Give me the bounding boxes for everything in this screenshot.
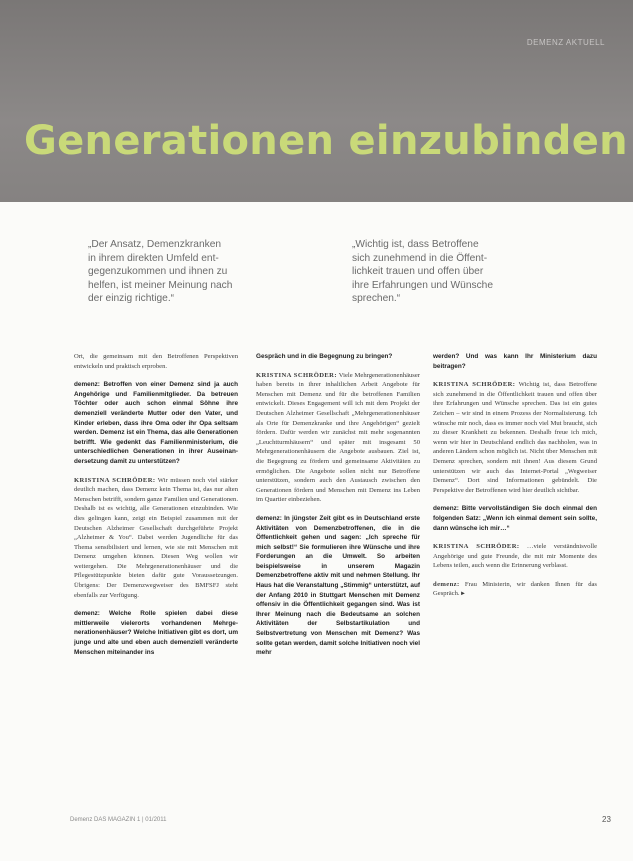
interview-answer: KRISTINA SCHRÖDER: Wir müssen noch viel stärker deutlich machen, dass Demenz kein Thema ist, das nur alten Menschen betrifft, sondern ganze Familien und Generationen. Deshalb ist es wichtig, alle Generationen einzubinden. Wie dies gelingen kann, zeigt ein Beispiel zusammen mit der Deutschen Alzheimer Gesellschaft durchgeführte Projekt „Alzheimer & You“. Dabei werden Jugendliche für das Thema sensibilisiert und lernen, wie sie mit Menschen mit Demenz umgehen können. Diesen Weg wollen wir weitergehen. Die Mehrgenerationenhäuser und die Pflegestützpunkte bieten dafür gute Voraussetzungen. Übrigens: Der Demenzwegweiser des BMFSFJ steht ebenfalls zur Verfügung. bbox=[74, 476, 238, 599]
banner-photo-shade bbox=[0, 0, 633, 202]
quote-line: gegenzukommen und ihnen zu bbox=[88, 266, 228, 278]
article-column-3 bbox=[433, 352, 597, 608]
end-mark-icon: ▸ bbox=[461, 590, 465, 598]
quote-line: sprechen.“ bbox=[352, 293, 401, 305]
quote-line: sich zunehmend in die Öffent- bbox=[352, 252, 488, 264]
header-banner bbox=[0, 0, 633, 202]
quote-line: ihre Erfahrungen und Wünsche bbox=[352, 279, 494, 291]
interview-question: Gespräch und in die Begegnung zu bringen? bbox=[256, 353, 393, 360]
page-number: 23 bbox=[602, 815, 611, 824]
interview-question: demenz: Welche Rolle spielen dabei diese mittlerweile vielerorts vorhandenen Mehrgenerationenhäuser? Welche Initiativen gibt es dort, um junge und alte und eben auch demenziell veränderte Menschen miteinander ins bbox=[74, 610, 238, 656]
footer-publication: Demenz DAS MAGAZIN 1 | 01/2011 bbox=[70, 817, 167, 823]
interview-answer: demenz: Frau Ministerin, wir danken Ihnen für das Gespräch. ▸ bbox=[433, 580, 597, 598]
article-column-2 bbox=[256, 352, 420, 667]
quote-line: „Der Ansatz, Demenzkranken bbox=[88, 239, 222, 250]
speaker-name: KRISTINA SCHRÖDER: bbox=[433, 543, 520, 551]
quote-line: lichkeit trauen und offen über bbox=[352, 266, 484, 278]
section-label: DEMENZ AKTUELL bbox=[526, 38, 605, 47]
pull-quote-left bbox=[88, 238, 288, 306]
speaker-name: KRISTINA SCHRÖDER: bbox=[74, 476, 156, 484]
interview-answer: KRISTINA SCHRÖDER: Wichtig ist, dass Betroffene sich zunehmend in die Öffentlichkeit trauen und offen über ihre Erfahrungen und Wünsche sprechen. Das ist ein gutes Zeichen – wir sind in einem Prozess der Normalisierung. Ich wünsche mir noch, dass es immer noch viel Mut braucht, sich zu dieser Krankheit zu bekennen. Deshalb freue ich mich, wenn wir hier in Deutschland endlich das nachholen, was in anderen Ländern schon möglich ist. Nicht über Menschen mit Demenz sprechen, sondern mit ihnen! Aus diesem Grund unterstützen wir auch das Internet-Portal „Wegweiser Demenz“. Dort sind Informationen gebündelt. Die Perspektive der Betroffenen wird hier deutlich sichtbar. bbox=[433, 381, 597, 494]
quote-line: in ihrem direkten Umfeld ent- bbox=[88, 252, 219, 264]
interview-answer: KRISTINA SCHRÖDER: …viele verständnisvolle Angehörige und gute Freunde, die mit mir Momente des Lebens teilen, auch wenn die Erinnerung verblasst. bbox=[433, 543, 597, 570]
article-headline: Generationen einzubinden bbox=[24, 118, 628, 164]
quote-line: helfen, ist meiner Meinung nach bbox=[88, 279, 233, 291]
speaker-name: KRISTINA SCHRÖDER: bbox=[256, 371, 337, 379]
speaker-name: KRISTINA SCHRÖDER: bbox=[433, 381, 516, 389]
interview-question: demenz: Betroffen von einer Demenz sind ja auch Angehörige und Familienmitglieder. Da betreuen Töchter oder auch schon einmal Söhne ihre demenziell veränderte Mutter oder den Vater, und Kinder erleben, dass ihre Oma oder ihr Opa seltsam werden. Demenz ist ein Thema, das alle Generationen betrifft. Wie gedenkt das Familienministerium, die unterschiedlichen Generationen in ihrer Auseinandersetzung damit zu unterstützen? bbox=[74, 381, 238, 465]
interview-question: demenz: In jüngster Zeit gibt es in Deutschland erste Aktivitäten von Demenzbetroffenen, die in die Öffentlichkeit gehen und sagen: „Ich spreche für mich selbst!“ Sie formulieren ihre Wünsche und ihre Forderungen an die Umwelt. So arbeiten beispielsweise in unserem Magazin Demenzbetroffene aktiv mit und nehmen Stellung. Ihr Haus hat die Veranstaltung „Stimmig“ unterstützt, auf der Anfang 2010 in Stuttgart Menschen mit Demenz offensiv in die Öffentlichkeit gegangen sind. Was ist Ihrer Meinung nach die Bedeutsame an solchen Aktivitäten der Selbstartikulation und Selbstvertretung von Menschen mit Demenz? Was sollte getan werden, damit solche Initiativen noch viel mehr bbox=[256, 514, 420, 657]
interview-answer: KRISTINA SCHRÖDER: Viele Mehrgenerationenhäuser haben bereits in ihrer inhaltlichen Arbeit Angebote für Menschen mit Demenz und für die betroffenen Familien entwickelt. Dieses Engagement will ich mit dem Projekt der Deutschen Alzheimer Gesellschaft „Mehrgenerationenhäuser als Orte für Demenzkranke und ihre Angehörigen“ gezielt fördern. Dafür werden wir zunächst mit mehr sogenannten „Leuchtturmhäusern“ und später mit insgesamt 50 Mehrgenerationenhäusern die Angebote ausbauen. Ziel ist, die Begegnung zu fördern und gemeinsame Aktivitäten zu ermöglichen. Die Angebote sollen nicht nur Betroffene unterstützen, sondern auch den Austausch zwischen den Generationen fördern und Menschen mit Demenz ins Leben im Quartier einbeziehen. bbox=[256, 371, 420, 504]
article-column-1 bbox=[74, 352, 238, 666]
quote-line: „Wichtig ist, dass Betroffene bbox=[352, 239, 479, 250]
speaker-name: demenz: bbox=[433, 580, 460, 588]
quote-line: der einzig richtige.“ bbox=[88, 293, 175, 305]
body-paragraph: Ort, die gemeinsam mit den Betroffenen Perspektiven entwickeln und praktisch erproben. bbox=[74, 353, 238, 370]
interview-question: demenz: Bitte vervollständigen Sie doch einmal den folgenden Satz: „Wenn ich einmal dement sein sollte, dann wünsche ich mir…“ bbox=[433, 505, 597, 532]
pull-quote-right bbox=[352, 238, 542, 306]
interview-question: werden? Und was kann Ihr Ministerium dazu beitragen? bbox=[433, 353, 597, 370]
